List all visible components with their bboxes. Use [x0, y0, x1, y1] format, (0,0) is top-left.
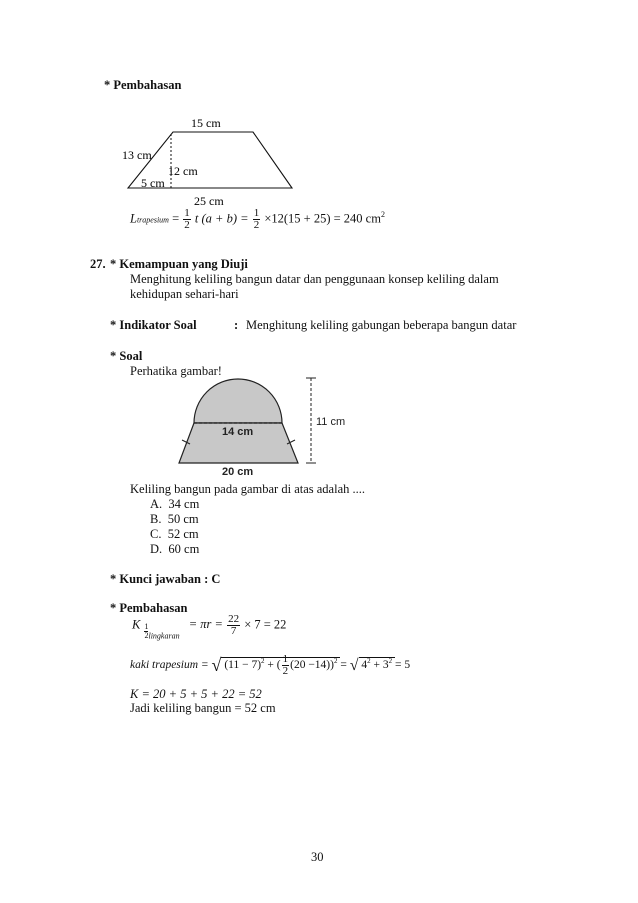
- indicator-label: * Indikator Soal: [110, 318, 197, 332]
- option-d: D. 60 cm: [150, 542, 200, 556]
- mid-width-label: 14 cm: [222, 426, 254, 438]
- bottom-width-label: 20 cm: [222, 466, 254, 478]
- trapezoid-area-formula: Ltrapesium = $\frac{1}{2}$ t (a + b) = $\frac{1}{2}$ ×12(15 + 25) = 240 $cm^2$: [130, 207, 385, 231]
- discussion-heading: * Pembahasan: [104, 78, 182, 92]
- option-a: A. 34 cm: [150, 497, 200, 511]
- bottom-length-label: 25 cm: [194, 194, 224, 208]
- ability-label: * Kemampuan yang Diuji: [110, 257, 248, 271]
- semicircle-perimeter-formula: K $\frac{1}{2}$ $_{lingkaran}$ = πr = $\frac{22}{7}$ × 7 = 22: [132, 613, 287, 641]
- composite-shape-figure: [170, 372, 360, 482]
- page-number: 30: [311, 850, 324, 864]
- conclusion-text: Jadi keliling bangun = 52 cm: [130, 701, 276, 715]
- trapezoid-figure: [110, 110, 310, 210]
- question-text: Keliling bangun pada gambar di atas adalah ....: [130, 482, 365, 496]
- total-perimeter-formula: K = 20 + 5 + 5 + 22 = 52: [130, 687, 262, 701]
- question-intro: Perhatika gambar!: [130, 364, 222, 378]
- slant-length-label: 13 cm: [122, 148, 152, 162]
- semicircle-shape: [194, 379, 282, 423]
- discussion-label: * Pembahasan: [110, 601, 188, 615]
- ability-line-1: Menghitung keliling bangun datar dan penggunaan konsep keliling dalam: [130, 272, 499, 286]
- height-label: 12 cm: [168, 164, 198, 178]
- ability-line-2: kehidupan sehari-hari: [130, 287, 239, 301]
- top-length-label: 15 cm: [191, 116, 221, 130]
- option-b: B. 50 cm: [150, 512, 199, 526]
- offset-label: 5 cm: [141, 176, 165, 190]
- indicator-text: Menghitung keliling gabungan beberapa bangun datar: [246, 318, 517, 332]
- answer-key: * Kunci jawaban : C: [110, 572, 221, 586]
- trapezoid-leg-formula: kaki trapesium = √ $(11 - 7)^2$ + ( $\frac{1}{2}$ (20 −14))$^2$ = √ $4^2 + 3^2 = 5$: [130, 653, 411, 677]
- indicator-separator: :: [234, 318, 239, 332]
- question-label: * Soal: [110, 349, 143, 363]
- question-number: 27.: [90, 257, 106, 271]
- height-value-label: 11 cm: [316, 416, 346, 428]
- option-c: C. 52 cm: [150, 527, 199, 541]
